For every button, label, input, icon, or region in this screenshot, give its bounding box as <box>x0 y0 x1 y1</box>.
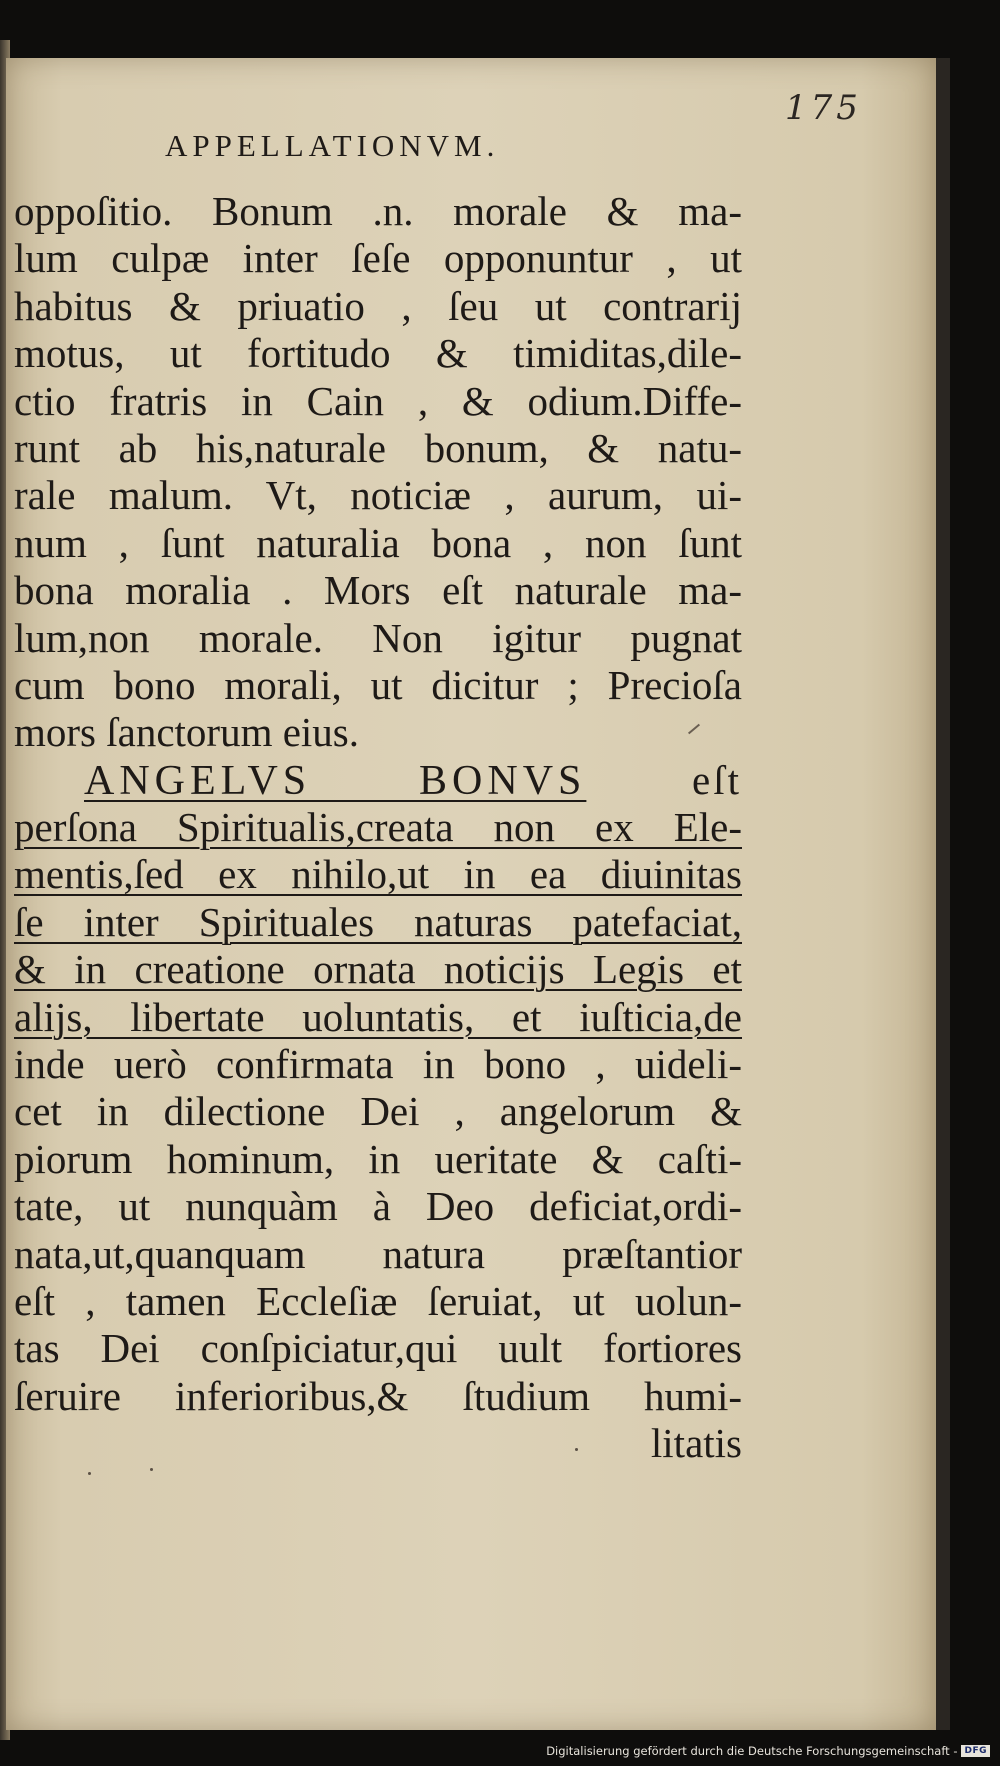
text-line: cum bono morali, ut dicitur ; Precioſa <box>14 661 742 708</box>
text-line <box>14 804 742 851</box>
text-line: mors ſanctorum eius. <box>14 709 360 756</box>
paper-speck <box>88 1472 91 1475</box>
underlined-text: alijs, libertate uoluntatis, et iuſticia,de <box>14 993 742 1040</box>
text-line <box>14 994 742 1041</box>
text-line: oppoſitio. Bonum .n. morale & ma- <box>14 188 742 234</box>
text-line: ctio fratris in Cain , & odium.Diffe- <box>14 377 742 424</box>
digitization-credit <box>546 1744 990 1758</box>
paper-speck <box>575 1448 578 1451</box>
credit-text: Digitalisierung gefördert durch die Deutsche Forschungsgemeinschaft - <box>546 1744 958 1758</box>
underlined-text: mentis,ſed ex nihilo,ut in ea diuinitas <box>14 851 742 898</box>
text-block <box>14 188 742 1468</box>
text-line: lum,non morale. Non igitur pugnat <box>14 614 742 661</box>
entry-heading-verb: eſt <box>692 756 742 803</box>
underlined-text: ſe inter Spirituales naturas patefaciat, <box>14 898 742 945</box>
text-line: cet in dilectione Dei , angelorum & <box>14 1088 742 1135</box>
text-line: piorum hominum, in ueritate & caſti- <box>14 1135 742 1182</box>
running-head: APPELLATIONVM. <box>165 128 500 163</box>
text-line: eſt , tamen Eccleſiæ ſeruiat, ut uolun- <box>14 1277 742 1324</box>
text-line: inde uerò confirmata in bono , uideli- <box>14 1041 742 1088</box>
text-line: tate, ut nunquàm à Deo deficiat,ordi- <box>14 1183 742 1230</box>
catchword: litatis <box>650 1420 742 1467</box>
entry-heading: ANGELVS BONVS <box>84 757 587 804</box>
text-line: rale malum. Vt, noticiæ , aurum, ui- <box>14 472 742 519</box>
text-line: ſeruire inferioribus,& ſtudium humi- <box>14 1372 742 1419</box>
text-line <box>14 946 742 993</box>
text-line: tas Dei conſpiciatur,qui uult fortiores <box>14 1325 742 1372</box>
text-line: nata,ut,quanquam natura præſtantior <box>14 1230 742 1277</box>
text-line: motus, ut fortitudo & timiditas,dile- <box>14 330 742 377</box>
dfg-logo: DFG <box>961 1745 990 1757</box>
paper-speck <box>150 1468 153 1471</box>
text-line: runt ab his,naturale bonum, & natu- <box>14 424 742 471</box>
text-line: habitus & priuatio , ſeu ut contrarij <box>14 282 742 329</box>
text-line <box>14 899 742 946</box>
text-line: lum culpæ inter ſeſe opponuntur , ut <box>14 235 742 282</box>
folio-number: 175 <box>785 88 862 128</box>
page-edge <box>936 58 950 1730</box>
text-line <box>14 851 742 898</box>
text-line: num , ſunt naturalia bona , non ſunt <box>14 519 742 566</box>
text-line: bona moralia . Mors eſt naturale ma- <box>14 567 742 614</box>
underlined-text: & in creatione ornata noticijs Legis et <box>14 946 742 993</box>
entry-heading-line <box>14 757 742 804</box>
underlined-text: perſona Spiritualis,creata non ex Ele- <box>14 804 742 851</box>
